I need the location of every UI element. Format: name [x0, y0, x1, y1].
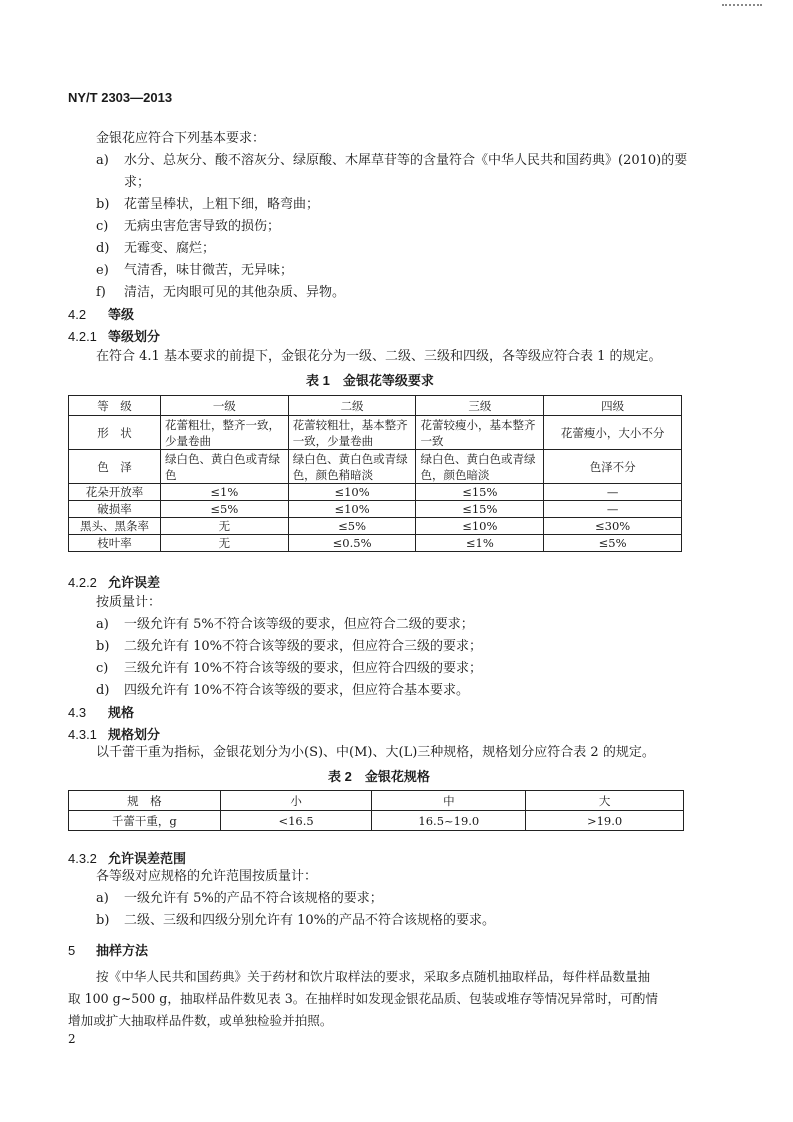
list-item — [96, 680, 469, 702]
scan-mark — [722, 4, 762, 8]
table-header-cell: 大 — [526, 791, 684, 811]
table-row-header: 破损率 — [69, 501, 161, 518]
table-cell: ≤10% — [288, 501, 416, 518]
table-header-cell: 小 — [220, 791, 372, 811]
table-grade-requirements — [68, 395, 682, 552]
table-cell: 无 — [160, 535, 288, 552]
table-row — [69, 535, 682, 552]
table-cell: ≤15% — [416, 484, 544, 501]
list-item-continuation: 求； — [124, 175, 151, 190]
list-item — [96, 194, 319, 216]
list-item-label: f) — [96, 285, 106, 300]
list-item-label: e) — [96, 263, 109, 278]
list-item — [96, 636, 482, 658]
table-cell: ≤0.5% — [288, 535, 416, 552]
table-header-row — [69, 791, 684, 811]
table-header-cell: 等 级 — [69, 396, 161, 416]
table-cell: ≤1% — [160, 484, 288, 501]
section-title: 等级 — [108, 307, 135, 322]
list-item-text: 花蕾呈棒状，上粗下细，略弯曲； — [124, 197, 320, 212]
list-item-text: 无病虫害危害导致的损伤； — [124, 219, 281, 234]
list-item-label: b) — [96, 913, 110, 928]
table-cell: ≤30% — [544, 518, 682, 535]
list-item-label: c) — [96, 219, 109, 234]
table-cell: ≤5% — [288, 518, 416, 535]
paragraph-line: 取 100 g~500 g，抽取样品件数见表 3。在抽样时如发现金银花品质、包装或堆存等情况异常时，可酌情 — [68, 991, 658, 1006]
list-item — [96, 238, 215, 260]
table-header-cell: 中 — [372, 791, 526, 811]
list-item — [96, 614, 474, 636]
table2-caption: 表 2 金银花规格 — [328, 769, 430, 784]
paragraph: 在符合 4.1 基本要求的前提下，金银花分为一级、二级、三级和四级，各等级应符合表 1 的规定。 — [96, 349, 662, 364]
table-header-row — [69, 396, 682, 416]
section-number: 4.2.2 — [68, 575, 97, 590]
list-item-text: 无霉变、腐烂； — [124, 241, 216, 256]
list-item — [96, 658, 482, 680]
section-number: 4.3.2 — [68, 851, 97, 866]
table-row — [69, 501, 682, 518]
section-heading — [68, 848, 186, 867]
section-heading — [68, 940, 148, 959]
list-item — [96, 910, 495, 932]
table-row-header: 黑头、黑条率 — [69, 518, 161, 535]
section-number: 4.2 — [68, 307, 87, 322]
table-cell: 色泽不分 — [544, 450, 682, 484]
list-item — [96, 260, 293, 282]
section-title: 允许误差 — [108, 575, 161, 590]
table-cell: 花蕾瘦小，大小不分 — [544, 416, 682, 450]
list-item — [96, 282, 345, 304]
paragraph: 以千蕾干重为指标，金银花划分为小(S)、中(M)、大(L)三种规格，规格划分应符合表 2 的规定。 — [96, 745, 655, 760]
table-cell: 绿白色、黄白色或青绿色，颜色暗淡 — [416, 450, 544, 484]
list-item-text: 三级允许有 10%不符合该等级的要求，但应符合四级的要求； — [124, 661, 483, 676]
list-item-text: 水分、总灰分、酸不溶灰分、绿原酸、木犀草苷等的含量符合《中华人民共和国药典》(2010)的要 — [124, 153, 688, 168]
list-item-text: 一级允许有 5%的产品不符合该规格的要求； — [124, 891, 383, 906]
section-heading — [68, 572, 160, 591]
list-item-text: 清洁，无肉眼可见的其他杂质、异物。 — [124, 285, 346, 300]
table-row — [69, 518, 682, 535]
list-item-label: b) — [96, 197, 110, 212]
paragraph-line: 按《中华人民共和国药典》关于药材和饮片取样法的要求，采取多点随机抽取样品，每件样品数量抽 — [96, 969, 651, 984]
list-item-text: 四级允许有 10%不符合该等级的要求，但应符合基本要求。 — [124, 683, 470, 698]
section-title: 抽样方法 — [96, 943, 149, 958]
table-cell: — — [544, 484, 682, 501]
table-row-header: 形 状 — [69, 416, 161, 450]
table-header-cell: 规 格 — [69, 791, 221, 811]
table-header-cell: 一级 — [160, 396, 288, 416]
section-number: 4.3.1 — [68, 727, 97, 742]
table-cell: 花蕾粗壮，整齐一致，少量卷曲 — [160, 416, 288, 450]
table-row-header: 千蕾干重，g — [69, 811, 221, 831]
table-header-cell: 三级 — [416, 396, 544, 416]
list-item-label: b) — [96, 639, 110, 654]
list-item-text: 二级允许有 10%不符合该等级的要求，但应符合三级的要求； — [124, 639, 483, 654]
table-row — [69, 484, 682, 501]
table-cell: >19.0 — [526, 811, 684, 831]
list-item-text: 二级、三级和四级分别允许有 10%的产品不符合该规格的要求。 — [124, 913, 496, 928]
table-cell: 无 — [160, 518, 288, 535]
paragraph-line: 增加或扩大抽取样品件数，或单独检验并拍照。 — [68, 1013, 333, 1028]
table-row — [69, 416, 682, 450]
paragraph: 各等级对应规格的允许范围按质量计： — [96, 869, 318, 884]
section-title: 允许误差范围 — [108, 851, 187, 866]
list-item-label: d) — [96, 683, 110, 698]
section-number: 4.2.1 — [68, 329, 97, 344]
table-cell: 绿白色、黄白色或青绿色 — [160, 450, 288, 484]
table-size-spec — [68, 790, 684, 831]
section-heading — [68, 724, 160, 743]
table-row — [69, 450, 682, 484]
table-row — [69, 811, 684, 831]
table-cell: 花蕾较粗壮，基本整齐一致，少量卷曲 — [288, 416, 416, 450]
table-cell: ≤10% — [288, 484, 416, 501]
table-cell: ≤5% — [544, 535, 682, 552]
list-item-label: a) — [96, 617, 109, 632]
section-number: 5 — [68, 943, 76, 958]
list-item — [96, 888, 383, 910]
table-row-header: 色 泽 — [69, 450, 161, 484]
list-item — [96, 216, 280, 238]
list-item-text: 气清香，味甘微苦，无异味； — [124, 263, 294, 278]
list-item-label: a) — [96, 891, 109, 906]
list-item-text: 一级允许有 5%不符合该等级的要求，但应符合二级的要求； — [124, 617, 474, 632]
section-heading — [68, 702, 134, 721]
section-heading — [68, 304, 134, 323]
table-cell: ≤10% — [416, 518, 544, 535]
table-cell: ≤5% — [160, 501, 288, 518]
table-header-cell: 二级 — [288, 396, 416, 416]
standard-code: NY/T 2303—2013 — [68, 90, 173, 105]
section-number: 4.3 — [68, 705, 87, 720]
list-item — [96, 150, 687, 172]
section-title: 规格划分 — [108, 727, 161, 742]
requirements-intro: 金银花应符合下列基本要求： — [96, 131, 266, 146]
table-cell: ≤1% — [416, 535, 544, 552]
section-title: 等级划分 — [108, 329, 161, 344]
list-item-label: d) — [96, 241, 110, 256]
table-cell: <16.5 — [220, 811, 372, 831]
table-row-header: 枝叶率 — [69, 535, 161, 552]
table1-caption: 表 1 金银花等级要求 — [306, 373, 434, 388]
table-cell: 16.5~19.0 — [372, 811, 526, 831]
section-title: 规格 — [108, 705, 135, 720]
list-item-label: a) — [96, 153, 109, 168]
table-header-cell: 四级 — [544, 396, 682, 416]
section-heading — [68, 326, 160, 345]
table-cell: 花蕾较瘦小，基本整齐一致 — [416, 416, 544, 450]
table-cell: — — [544, 501, 682, 518]
list-item-label: c) — [96, 661, 109, 676]
table-cell: 绿白色、黄白色或青绿色，颜色稍暗淡 — [288, 450, 416, 484]
page-number: 2 — [68, 1032, 76, 1046]
paragraph: 按质量计： — [96, 595, 162, 610]
table-cell: ≤15% — [416, 501, 544, 518]
table-row-header: 花朵开放率 — [69, 484, 161, 501]
